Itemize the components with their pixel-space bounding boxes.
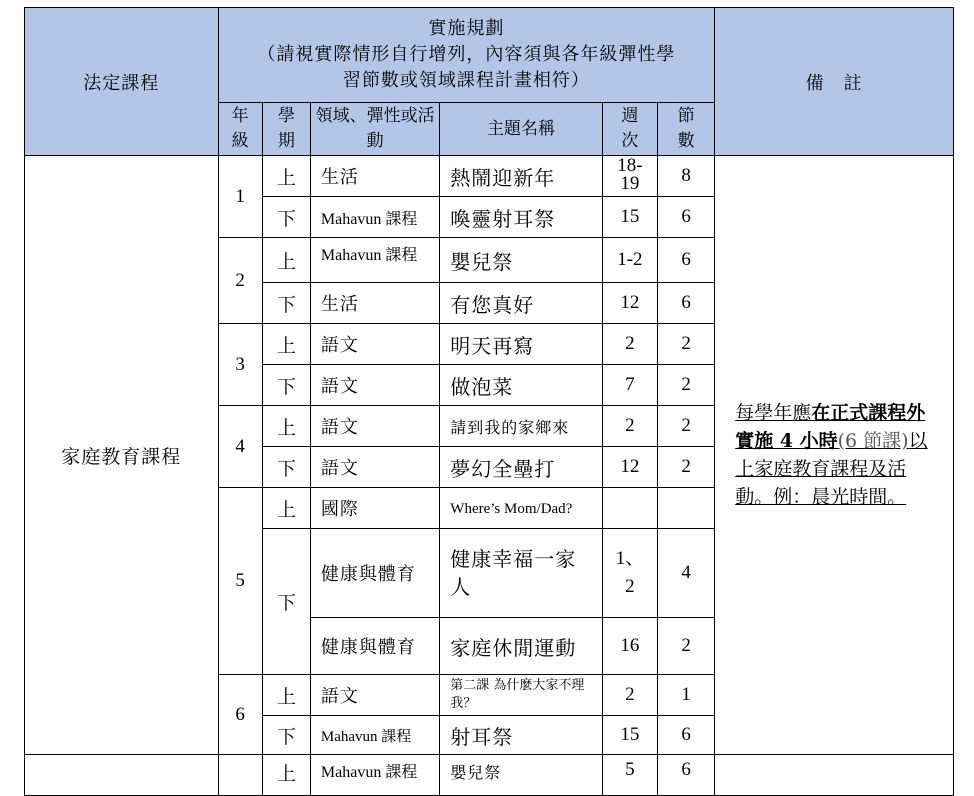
domain-cell: 健康與體育 [310,618,439,675]
topic-cell: 熱鬧迎新年 [440,156,603,197]
next-topic-cell: 嬰兒祭 [440,755,603,796]
periods-cell [657,488,714,529]
week-cell: 7 [602,365,657,406]
domain-cell: 健康與體育 [310,529,439,618]
topic-cell: 第二課 為什麼大家不理我？ [440,675,603,716]
semester-cell: 上 [262,324,310,365]
semester-cell: 下 [262,529,310,675]
domain-cell: 國際 [310,488,439,529]
next-periods-cell: 6 [657,755,714,796]
next-course-cell [25,755,219,796]
semester-cell: 下 [262,716,310,755]
week-cell: 12 [602,447,657,488]
week-cell: 15 [602,716,657,755]
domain-cell: 語文 [310,675,439,716]
domain-cell: 語文 [310,365,439,406]
domain-cell: Mahavun 課程 [310,197,439,238]
week-cell: 16 [602,618,657,675]
semester-cell: 下 [262,365,310,406]
periods-cell: 2 [657,324,714,365]
header-plan [218,8,715,103]
semester-cell: 上 [262,156,310,197]
grade-cell: 1 [218,156,262,238]
domain-cell: Mahavun 課程 [310,238,439,283]
week-cell: 12 [602,283,657,324]
periods-cell: 1 [657,675,714,716]
periods-cell: 8 [657,156,714,197]
domain-cell: 生活 [310,156,439,197]
next-grade-cell [218,755,262,796]
remark-text: 每學年應在正式課程外實施 4 小時(6 節課)以上家庭教育課程及活動。例：晨光時間。 [735,402,928,508]
topic-cell: 家庭休閒運動 [440,618,603,675]
topic-cell: 健康幸福一家人 [440,529,603,618]
topic-cell: 喚靈射耳祭 [440,197,603,238]
header-grade: 年級 [218,103,262,156]
domain-cell: 生活 [310,283,439,324]
semester-cell: 下 [262,447,310,488]
course-name: 家庭教育課程 [25,156,219,755]
remark-cell [715,156,954,755]
semester-cell: 上 [262,675,310,716]
semester-cell: 下 [262,283,310,324]
periods-cell: 4 [657,529,714,618]
header-remarks: 備 註 [715,8,954,156]
domain-cell: 語文 [310,447,439,488]
header-topic: 主題名稱 [440,103,603,156]
header-course-col: 法定課程 [25,8,219,156]
domain-cell: 語文 [310,324,439,365]
week-cell: 15 [602,197,657,238]
periods-cell: 6 [657,283,714,324]
week-cell: 18-19 [602,156,657,197]
semester-cell: 上 [262,406,310,447]
periods-cell: 2 [657,365,714,406]
grade-cell: 6 [218,675,262,755]
grade-cell: 3 [218,324,262,406]
topic-cell: 請到我的家鄉來 [440,406,603,447]
week-cell: 1、2 [602,529,657,618]
topic-cell: 明天再寫 [440,324,603,365]
plan-note-line1: （請視實際情形自行增列，內容須與各年級彈性學 [257,44,676,65]
week-cell [602,488,657,529]
domain-cell: 語文 [310,406,439,447]
week-cell: 2 [602,324,657,365]
week-cell: 1-2 [602,238,657,283]
topic-cell: 嬰兒祭 [440,238,603,283]
plan-title: 實施規劃 [428,18,505,39]
domain-cell: Mahavun 課程 [310,716,439,755]
week-cell: 2 [602,406,657,447]
week-cell: 2 [602,675,657,716]
header-week: 週次 [602,103,657,156]
topic-cell: 有您真好 [440,283,603,324]
topic-cell: 夢幻全壘打 [440,447,603,488]
next-domain-cell: Mahavun 課程 [310,755,439,796]
topic-cell: 做泡菜 [440,365,603,406]
periods-cell: 6 [657,716,714,755]
next-semester-cell: 上 [262,755,310,796]
grade-cell: 2 [218,238,262,324]
next-remark-cell [715,755,954,796]
periods-cell: 6 [657,197,714,238]
topic-cell: Where’s Mom/Dad? [440,488,603,529]
periods-cell: 2 [657,406,714,447]
header-domain: 領域、彈性或活動 [310,103,439,156]
grade-cell: 5 [218,488,262,675]
semester-cell: 上 [262,488,310,529]
semester-cell: 上 [262,238,310,283]
course-plan-table [24,7,954,796]
semester-cell: 下 [262,197,310,238]
header-semester: 學期 [262,103,310,156]
grade-cell: 4 [218,406,262,488]
header-periods: 節數 [657,103,714,156]
periods-cell: 2 [657,447,714,488]
periods-cell: 6 [657,238,714,283]
periods-cell: 2 [657,618,714,675]
topic-cell: 射耳祭 [440,716,603,755]
next-week-cell: 5 [602,755,657,796]
plan-note-line2: 習節數或領域課程計畫相符） [342,70,590,91]
